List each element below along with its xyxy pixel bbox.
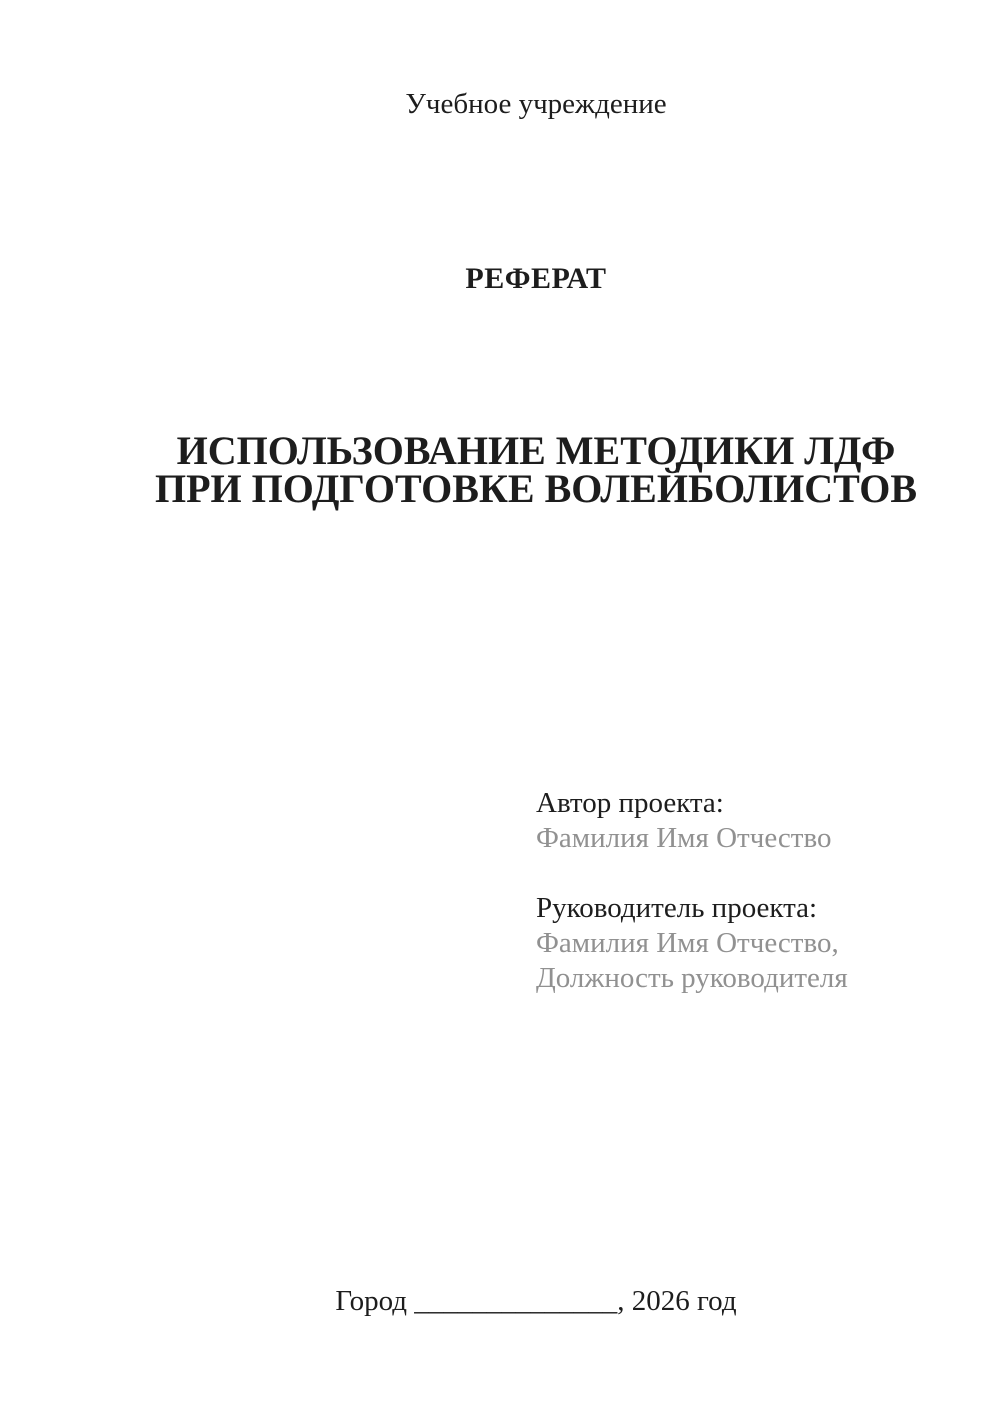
main-title-line-1: ИСПОЛЬЗОВАНИЕ МЕТОДИКИ ЛДФ [176,428,896,473]
supervisor-label: Руководитель проекта: [536,892,818,924]
document-type-heading: РЕФЕРАТ [465,262,607,295]
author-label: Автор проекта: [536,787,724,819]
supervisor-name-placeholder: Фамилия Имя Отчество, [536,927,839,959]
credits-block [536,786,848,996]
author-name-placeholder: Фамилия Имя Отчество [536,822,832,854]
city-year-line: Город ______________, 2026 год [335,1285,737,1317]
main-title-line-2: ПРИ ПОДГОТОВКЕ ВОЛЕЙБОЛИСТОВ [154,466,918,511]
supervisor-position-placeholder: Должность руководителя [536,962,848,994]
main-title [143,428,929,511]
institution-name: Учебное учреждение [405,88,667,120]
